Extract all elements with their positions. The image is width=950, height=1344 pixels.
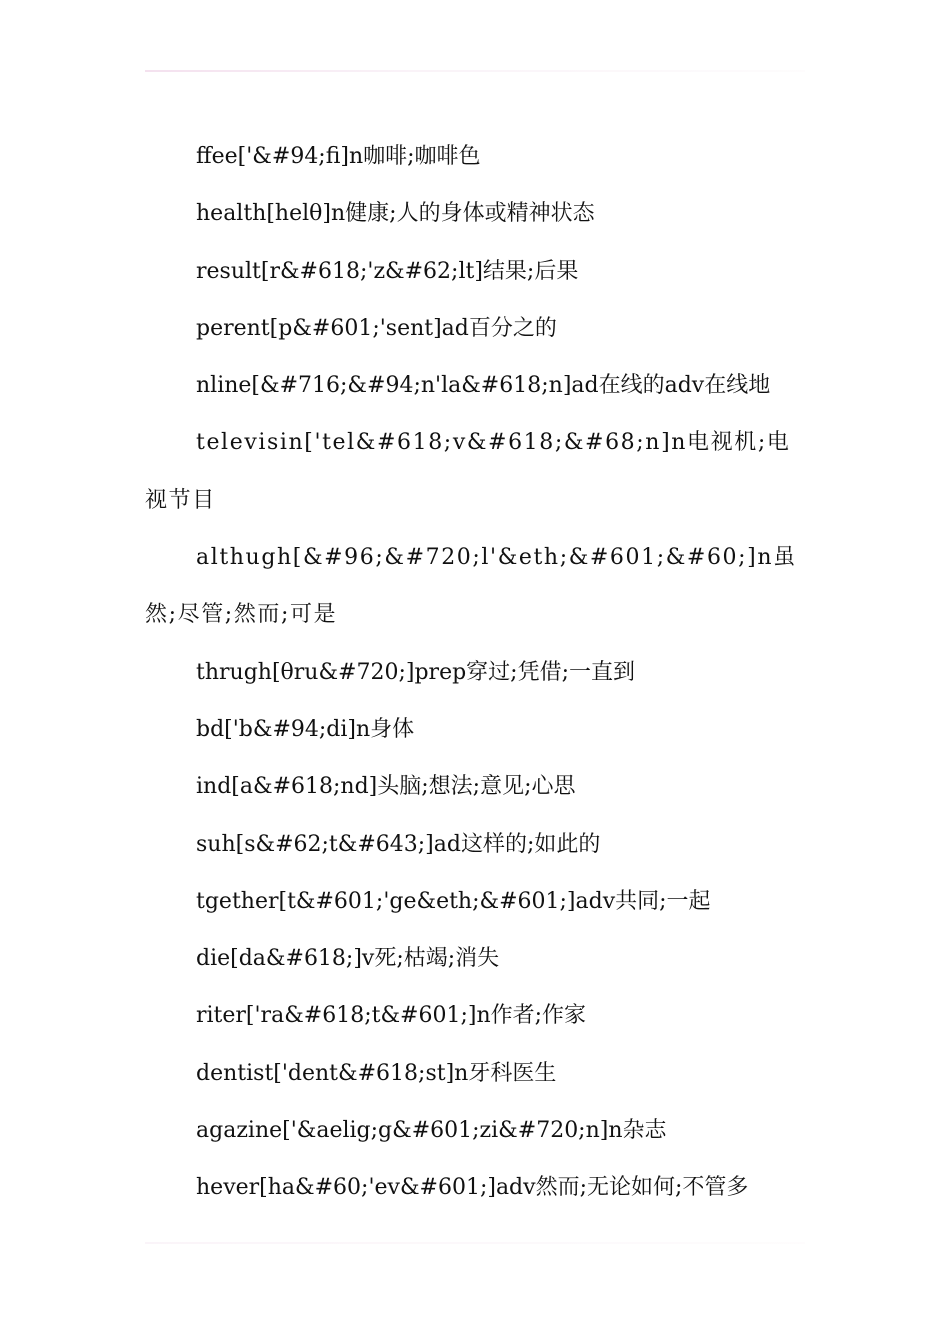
- vocab-entry: die[da&#618;]v死;枯竭;消失: [196, 946, 500, 972]
- footer-rule: [145, 1242, 805, 1244]
- vocab-entry: result[r&#618;'z&#62;lt]结果;后果: [196, 258, 579, 284]
- vocab-entry: dentist['dent&#618;st]n牙科医生: [196, 1060, 557, 1086]
- vocab-entry: tgether[t&#601;'ge&eth;&#601;]adv共同;一起: [196, 888, 711, 914]
- vocab-entry: televisin['tel&#618;v&#618;&#68;n]n电视机;电视节目: [145, 430, 791, 513]
- vocab-entry: nline[&#716;&#94;n'la&#618;n]ad在线的adv在线地: [196, 373, 771, 399]
- vocab-entry: hever[ha&#60;'ev&#601;]adv然而;无论如何;不管多: [196, 1175, 749, 1201]
- vocab-entry: ffee['&#94;fi]n咖啡;咖啡色: [196, 144, 481, 169]
- vocab-entry: thrugh[θru&#720;]prep穿过;凭借;一直到: [196, 659, 635, 685]
- vocab-entry: bd['b&#94;di]n身体: [196, 716, 415, 742]
- header-rule: [145, 70, 805, 72]
- vocab-entry: suh[s&#62;t&#643;]ad这样的;如此的: [196, 831, 601, 857]
- vocab-entry: health[helθ]n健康;人的身体或精神状态: [196, 201, 595, 227]
- vocab-entry: perent[p&#601;'sent]ad百分之的: [196, 315, 557, 341]
- vocab-entry: ind[a&#618;nd]头脑;想法;意见;心思: [196, 774, 576, 800]
- vocab-entry: althugh[&#96;&#720;l'&eth;&#601;&#60;]n虽然;尽管;然而;可是: [145, 545, 797, 628]
- vocab-entry: riter['ra&#618;t&#601;]n作者;作家: [196, 1003, 587, 1029]
- vocab-entry: agazine['&aelig;g&#601;zi&#720;n]n杂志: [196, 1118, 667, 1144]
- vocabulary-list: [145, 128, 807, 1217]
